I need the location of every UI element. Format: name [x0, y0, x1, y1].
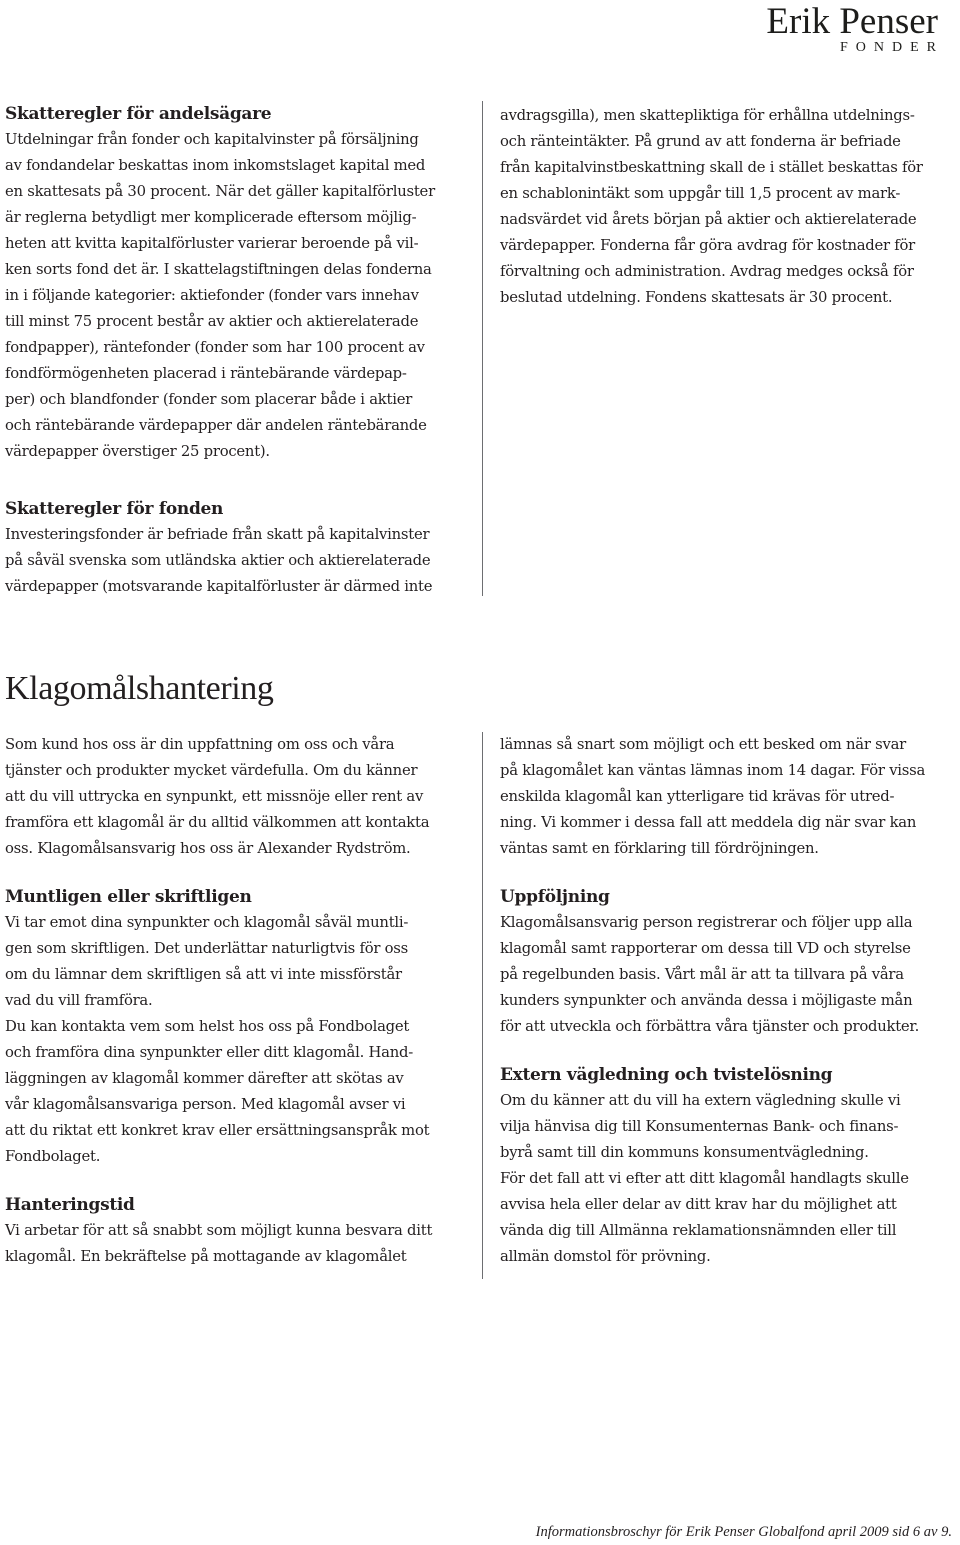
complaints-left-column — [5, 732, 475, 1270]
brand-logo — [766, 1, 944, 56]
column-divider-top — [482, 101, 483, 596]
complaints-title: Klagomålshantering — [5, 670, 274, 707]
column-divider-bottom — [482, 732, 483, 1279]
handling-time-body: Vi arbetar för att så snabbt som möjligt kunna besvara ditt klagomål. En bekräftelse på mottagande av klagomålet — [5, 1222, 433, 1265]
tax-holders-heading: Skatteregler för andelsägare — [5, 104, 272, 124]
verbal-heading: Muntligen eller skriftligen — [5, 887, 252, 907]
tax-fund-heading: Skatteregler för fonden — [5, 499, 224, 519]
complaints-right-column — [500, 732, 960, 1270]
tax-fund-body: Investeringsfonder är befriade från skatt på kapitalvinster på såväl svenska som utländska aktier och aktierelaterade värdepapper (motsvarande kapitalförluster är därmed inte — [5, 526, 433, 595]
tax-fund-continued — [500, 103, 960, 311]
followup-body: Klagomålsansvarig person registrerar och följer upp alla klagomål samt rapporterar om dessa till VD och styrelse på regelbunden basis. Vårt mål är att ta tillvara på våra kunders synpunkter och använda dessa i möjligaste mån för att utveckla och förbättra våra tjänster och produkter. — [500, 914, 920, 1035]
tax-fund-continued-body: avdragsgilla), men skattepliktiga för erhållna utdelnings- och ränteintäkter. På grund av att fonderna är befriade från kapitalvinstbeskattning skall de i stället beskattas för en schablonintäkt som uppgår till 1,5 procent av mark- nadsvärdet vid årets början på aktier och aktierelaterade värdepapper. Fonderna får göra avdrag för kostnader för förvaltning och administration. Avdrag medges också för beslutad utdelning. Fondens skattesats är 30 procent. — [500, 107, 923, 306]
footer-note: Informationsbroschyr för Erik Penser Globalfond april 2009 sid 6 av 9. — [535, 1524, 952, 1540]
complaints-intro: Som kund hos oss är din uppfattning om oss och våra tjänster och produkter mycket värdefulla. Om du känner att du vill uttrycka en synpunkt, ett missnöje eller rent av framföra ett klagomål är du alltid välkommen att kontakta oss. Klagomålsansvarig hos oss är Alexander Rydström. — [5, 736, 430, 857]
handling-time-heading: Hanteringstid — [5, 1195, 135, 1215]
brand-name: Erik Penser — [766, 1, 938, 42]
handling-time-continued: lämnas så snart som möjligt och ett besked om när svar på klagomålet kan väntas lämnas inom 14 dagar. För vissa enskilda klagomål kan ytterligare tid krävas för utred- ning. Vi kommer i dessa fall att meddela dig när svar kan väntas samt en förklaring till fördröjningen. — [500, 736, 926, 857]
brand-subtitle: FONDER — [839, 40, 944, 55]
tax-holders-section — [5, 101, 471, 465]
external-guidance-heading: Extern vägledning och tvistelösning — [500, 1065, 833, 1085]
followup-heading: Uppföljning — [500, 887, 610, 907]
external-guidance-body: Om du känner att du vill ha extern vägledning skulle vi vilja hänvisa dig till Konsumenternas Bank- och finans- byrå samt till din kommuns konsumentvägledning. För det fall att vi efter att ditt klagomål handlagts skulle avvisa hela eller delar av ditt krav har du möjlighet att vända dig till Allmänna reklamationsnämnden eller till allmän domstol för prövning. — [500, 1092, 909, 1265]
tax-fund-section — [5, 496, 471, 600]
verbal-body: Vi tar emot dina synpunkter och klagomål såväl muntli- gen som skriftligen. Det underlättar naturligtvis för oss om du lämnar dem skriftligen så att vi inte missförstår vad du vill framföra. Du kan kontakta vem som helst hos oss på Fondbolaget och framföra dina synpunkter eller ditt klagomål. Hand- läggningen av klagomål kommer därefter att skötas av vår klagomålsansvariga person. Med klagomål avser vi att du riktat ett konkret krav eller ersättningsanspråk mot Fondbolaget. — [5, 914, 430, 1165]
tax-holders-body: Utdelningar från fonder och kapitalvinster på försäljning av fondandelar beskattas inom inkomstslaget kapital med en skattesats på 30 procent. När det gäller kapitalförluster är reglerna betydligt mer komplicerade eftersom möjlig- heten att kvitta kapitalförluster varierar beroende på vil- ken sorts fond det är. I skattelagstiftningen delas fonderna in i följande kategorier: aktiefonder (fonder vars innehav till minst 75 procent består av aktier och aktierelaterade fondpapper), räntefonder (fonder som har 100 procent av fondförmögenheten placerad i räntebärande värdepap- per) och blandfonder (fonder som placerar både i aktier och räntebärande värdepapper där andelen räntebärande värdepapper överstiger 25 procent). — [5, 131, 435, 460]
